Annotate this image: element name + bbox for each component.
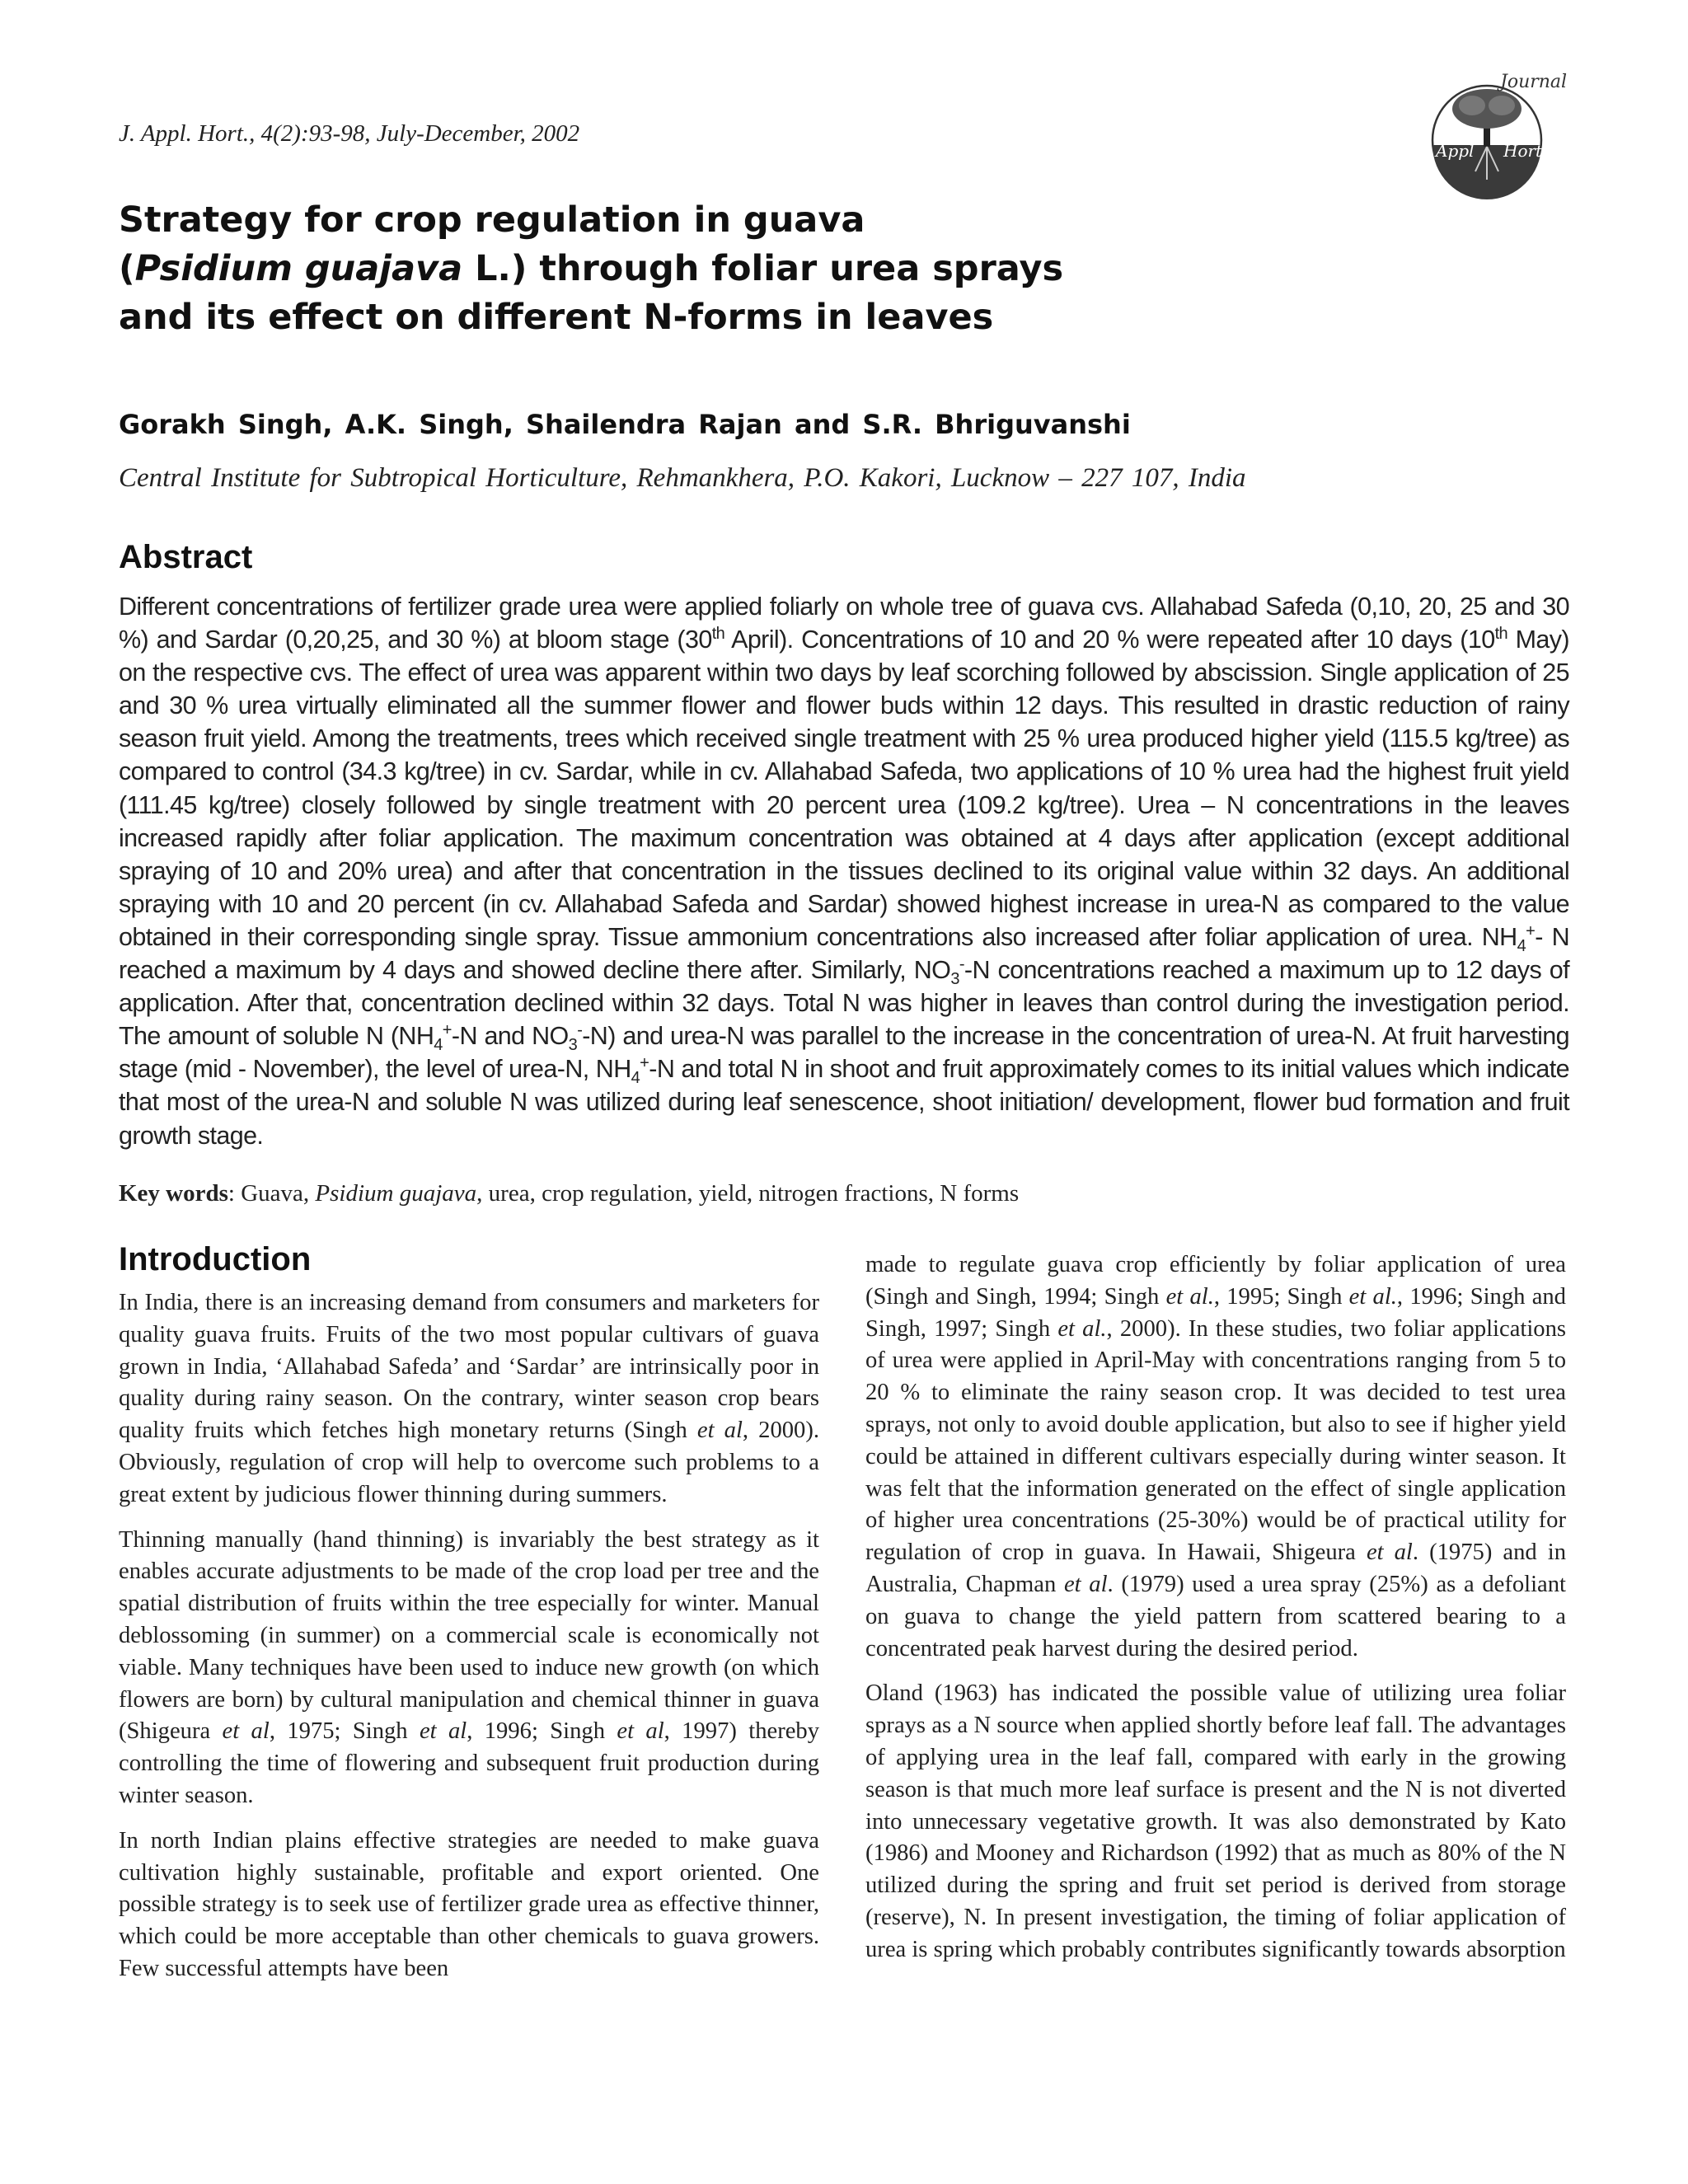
keywords-label: Key words xyxy=(119,1180,228,1207)
paragraph-text: made to regulate guava crop efficiently by foliar application of urea (Singh and Singh, 1994; Singh xyxy=(865,1252,1566,1310)
abstract-text xyxy=(119,590,1569,1152)
paragraph-text: , 1997) thereby controlling the time of flowering and subsequent fruit production during winter season. xyxy=(119,1718,820,1808)
paragraph-text: . (1979) used a urea spray (25%) as a defoliant on guava to change the yield pattern from scattered bearing to a concentrated peak harvest during the desired period. xyxy=(865,1571,1566,1661)
subscript: 3 xyxy=(568,1036,578,1055)
paragraph-text: , 1995; Singh xyxy=(1213,1283,1349,1310)
paragraph-text: , 2000). In these studies, two foliar applications of urea were applied in April-May with concentrations ranging from 5 to 20 % to eliminate the rainy season crop. It was decided to test urea sprays, not only to avoid double application, but also to see if higher yield could be attained in different cultivars especially during winter season. It was felt that the information generated on the effect of single application of higher urea concentrations (25-30%) would be of practical utility for regulation of crop in guava. In Hawaii, Shigeura xyxy=(865,1315,1566,1566)
et-al: et al xyxy=(222,1718,270,1745)
paragraph-text: , 1975; Singh xyxy=(269,1718,420,1745)
superscript: + xyxy=(640,1054,649,1073)
abstract-part: Different concentrations of fertilizer grade urea were applied foliarly on whole tree of guava cvs. Allahabad Safeda (0,10, 20, 25 and 30 %) and Sardar (0,20,25, and 30 %) at bloom stage (30 xyxy=(119,593,1569,654)
abstract-part: -N concentrations reached a maximum up to 12 days of application. After that, concentration declined within 32 days. Total N was higher in leaves than control during the investigation period. The amount of soluble N (NH xyxy=(119,956,1569,1051)
affiliation: Central Institute for Subtropical Horticulture, Rehmankhera, P.O. Kakori, Lucknow – 227 107, India xyxy=(119,463,1246,493)
abstract-part: May) on the respective cvs. The effect of urea was apparent within two days by leaf scorching followed by abscission. Single application of 25 and 30 % urea virtually eliminated all the summer flower and flower buds within 12 days. This resulted in drastic reduction of rainy season fruit yield. Among the treatments, trees which received single treatment with 25 % urea produced higher yield (115.5 kg/tree) as compared to control (34.3 kg/tree) in cv. Sardar, while in cv. Allahabad Safeda, two applications of 10 % urea had the highest fruit yield (111.45 kg/tree) closely followed by single treatment with 20 percent urea (109.2 kg/tree). Urea – N concentrations in the leaves increased rapidly after foliar application. The maximum concentration was obtained at 4 days after application (except additional spraying of 10 and 20% urea) and after that concentration in the tissues declined to its original value within 32 days. An additional spraying with 10 and 20 percent (in cv. Allahabad Safeda and Sardar) showed highest increase in urea-N as compared to the value obtained in their corresponding single spray. Tissue ammonium concentrations also increased after foliar application of urea. NH xyxy=(119,626,1569,951)
title-line-2: L.) through foliar urea sprays xyxy=(462,248,1064,289)
et-al: et al xyxy=(696,1418,743,1444)
et-al: et al. xyxy=(1165,1283,1214,1310)
superscript: - xyxy=(959,954,964,973)
paper-title xyxy=(119,196,1437,342)
subscript: 4 xyxy=(1517,937,1526,956)
paragraph-text: In India, there is an increasing demand from consumers and marketers for quality guava fruits. Fruits of the two most popular cultivars of guava grown in India, ‘Allahabad Safeda’ and ‘Sardar’ are intrinsically poor in quality during rainy season. On the contrary, winter season crop bears quality fruits which fetches high monetary returns (Singh xyxy=(119,1290,819,1444)
paragraph xyxy=(865,1249,1566,1665)
subscript: 4 xyxy=(434,1036,443,1055)
abstract-part: -N) and urea-N was parallel to the increase in the concentration of urea-N. At fruit harvesting stage (mid - November), the level of urea-N, NH xyxy=(119,1022,1570,1084)
superscript: th xyxy=(711,624,725,643)
subscript: 4 xyxy=(631,1069,640,1088)
title-open-paren: ( xyxy=(119,248,135,289)
et-al: et al xyxy=(1063,1571,1108,1597)
logo-top-text: Journal xyxy=(1500,72,1568,92)
keywords-text: : Guava, xyxy=(227,1180,316,1207)
keywords-species: Psidium guajava xyxy=(315,1180,477,1207)
et-al: et al xyxy=(617,1718,664,1745)
abstract-heading: Abstract xyxy=(119,539,253,575)
introduction-heading: Introduction xyxy=(119,1241,312,1277)
et-al: et al. xyxy=(1348,1283,1397,1310)
superscript: th xyxy=(1494,624,1508,643)
superscript: + xyxy=(442,1021,452,1040)
superscript: + xyxy=(1526,921,1536,940)
logo-left-text: Appl xyxy=(1436,141,1475,161)
paragraph-text: , 1996; Singh xyxy=(467,1718,617,1745)
paragraph-text: , 2000). Obviously, regulation of crop will help to overcome such problems to a great extent by judicious flower thinning during summers. xyxy=(119,1418,819,1507)
title-line-1: Strategy for crop regulation in guava xyxy=(119,199,865,241)
title-species: Psidium guajava xyxy=(134,248,463,289)
et-al: et al. xyxy=(1057,1315,1107,1342)
paragraph: Oland (1963) has indicated the possible value of utilizing urea foliar sprays as a N source when applied shortly before leaf fall. The advantages of applying urea in the leaf fall, compared with early in the growing season is that much more leaf surface is present and the N is not diverted into unnecessary vegetative growth. It was also demonstrated by Kato (1986) and Mooney and Richardson (1992) that as much as 80% of the N utilized during the spring and fruit set period is derived from storage (reserve), N. In present investigation, the timing of foliar application of urea is spring which probably contributes significantly towards absorption xyxy=(865,1680,1566,1962)
journal-reference: J. Appl. Hort., 4(2):93-98, July-December, 2002 xyxy=(119,120,580,147)
abstract-part: - N reached a maximum by 4 days and showed decline there after. Similarly, NO xyxy=(119,922,1569,985)
title-line-3: and its effect on different N-forms in leaves xyxy=(119,297,994,338)
keywords xyxy=(119,1180,1569,1207)
right-column xyxy=(865,1249,1566,1980)
abstract-part: -N and NO xyxy=(451,1022,569,1051)
et-al: et al xyxy=(419,1718,467,1745)
keywords-text: , urea, crop regulation, yield, nitrogen fractions, N forms xyxy=(476,1180,1020,1207)
superscript: - xyxy=(577,1021,583,1040)
paragraph xyxy=(119,1287,819,1511)
paragraph-text: . (1975) and in Australia, Chapman xyxy=(865,1540,1566,1597)
abstract-part: April). Concentrations of 10 and 20 % were repeated after 10 days (10 xyxy=(724,626,1495,654)
journal-logo xyxy=(1418,64,1574,204)
paragraph-text: , 1996; Singh and Singh, 1997; Singh xyxy=(865,1283,1566,1342)
et-al: et al xyxy=(1366,1540,1413,1566)
authors: Gorakh Singh, A.K. Singh, Shailendra Rajan and S.R. Bhriguvanshi xyxy=(119,409,1131,440)
subscript: 3 xyxy=(950,970,959,989)
paragraph: In north Indian plains effective strategies are needed to make guava cultivation highly sustainable, profitable and export oriented. One possible strategy is to seek use of fertilizer grade urea as effective thinner, which could be more acceptable than other chemicals to guava growers. Few successful attempts have been xyxy=(119,1827,819,1981)
abstract-part: -N and total N in shoot and fruit approximately comes to its initial values which indicate that most of the urea-N and soluble N was utilized during leaf senescence, shoot initiation/ development, flower bud formation and fruit growth stage. xyxy=(119,1055,1569,1150)
paragraph-text: Thinning manually (hand thinning) is invariably the best strategy as it enables accurate adjustments to be made of the crop load per tree and the spatial distribution of fruits within the tree especially for winter. Manual deblossoming (in summer) on a commercial scale is economically not viable. Many techniques have been used to induce new growth (on which flowers are born) by cultural manipulation and chemical thinner in guava (Shigeura xyxy=(119,1526,819,1745)
left-column xyxy=(119,1236,819,1999)
paragraph xyxy=(119,1525,819,1812)
logo-right-text: Hort xyxy=(1503,141,1543,161)
